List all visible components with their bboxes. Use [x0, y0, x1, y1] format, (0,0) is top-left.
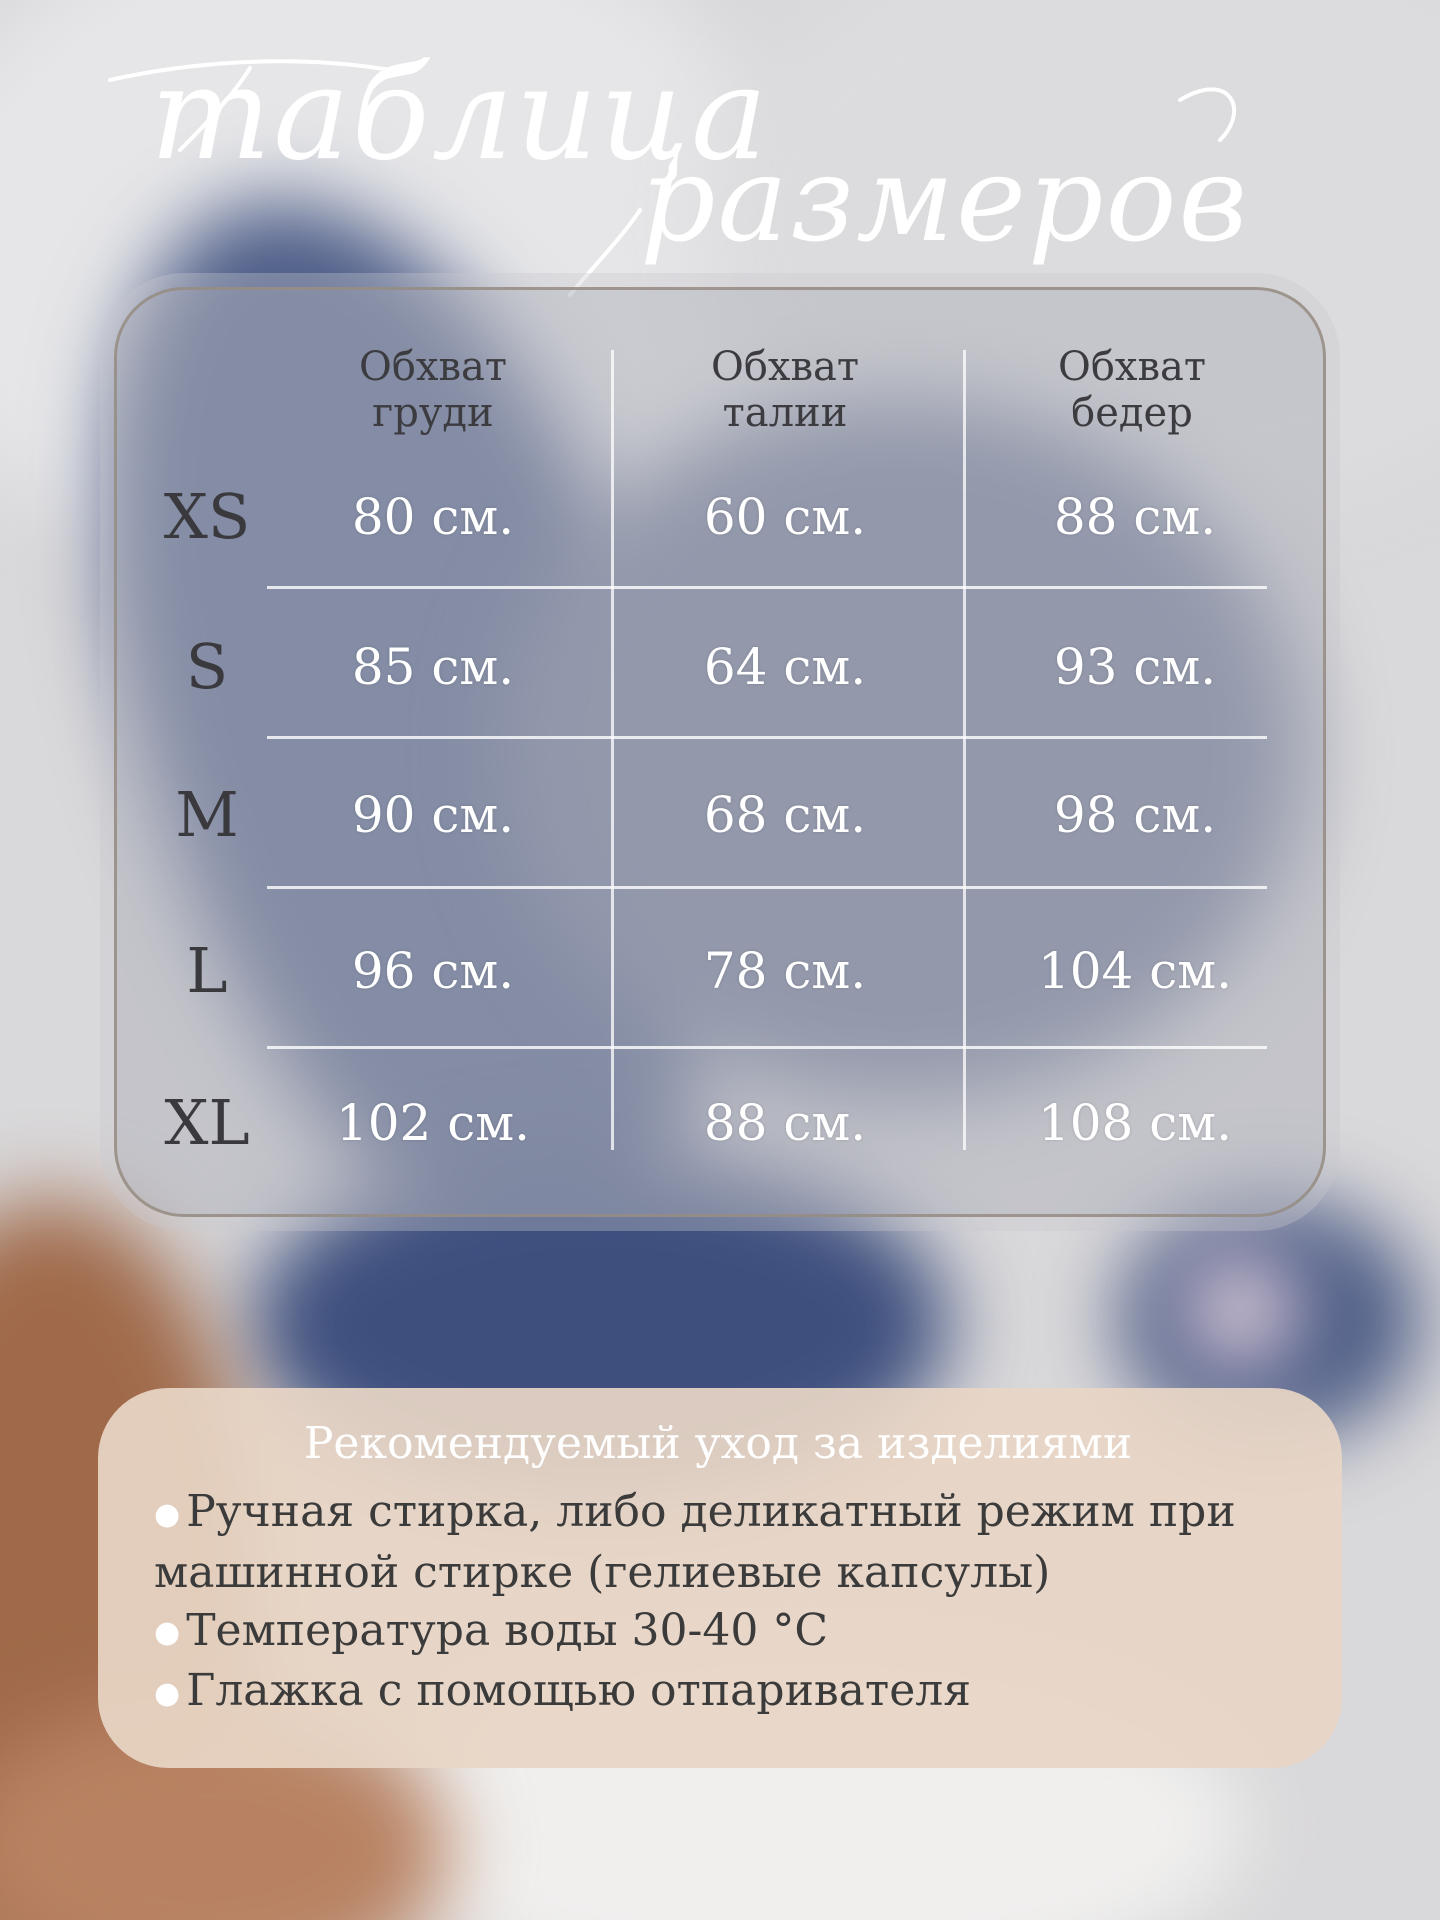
table-cell: 85 см. — [351, 638, 515, 696]
table-cell: 88 см. — [1053, 488, 1217, 546]
table-cell: 78 см. — [703, 942, 867, 1000]
size-label: XL — [164, 1086, 250, 1159]
title-line-2: размеров — [640, 130, 1250, 268]
header-chest: Обхват груди — [359, 344, 507, 436]
size-table — [114, 287, 1326, 1217]
table-cell: 60 см. — [703, 488, 867, 546]
column-divider — [611, 350, 614, 1150]
table-cell: 104 см. — [1037, 942, 1233, 1000]
table-cell: 68 см. — [703, 786, 867, 844]
table-cell: 93 см. — [1053, 638, 1217, 696]
care-title: Рекомендуемый уход за изделиями — [303, 1418, 1133, 1469]
bullet-icon: ● — [154, 1615, 181, 1650]
row-divider — [267, 1046, 1267, 1049]
care-item: ● Глажка с помощью отпаривателя — [154, 1665, 971, 1716]
header-waist: Обхват талии — [711, 344, 859, 436]
table-cell: 80 см. — [351, 488, 515, 546]
care-item: ● Температура воды 30-40 °С — [154, 1604, 829, 1656]
bullet-icon: ● — [154, 1496, 181, 1532]
header-hips: Обхват бедер — [1058, 344, 1206, 436]
size-label: M — [175, 778, 239, 851]
row-divider — [267, 886, 1267, 889]
size-label: S — [185, 630, 229, 703]
row-divider — [267, 586, 1267, 589]
column-divider — [963, 350, 966, 1150]
care-item: ● Ручная стирка, либо деликатный режим при машинной стирке (гелиевые капсулы) — [154, 1486, 1236, 1598]
row-divider — [267, 736, 1267, 739]
title-line-1: таблица — [150, 40, 770, 189]
table-cell: 90 см. — [351, 786, 515, 844]
table-cell: 64 см. — [703, 638, 867, 696]
table-cell: 98 см. — [1053, 786, 1217, 844]
care-instructions — [98, 1388, 1342, 1768]
table-cell: 108 см. — [1037, 1094, 1233, 1152]
size-label: XS — [163, 480, 251, 553]
table-cell: 88 см. — [703, 1094, 867, 1152]
table-cell: 96 см. — [351, 942, 515, 1000]
page-title — [0, 0, 1440, 300]
bullet-icon: ● — [154, 1675, 181, 1711]
size-label: L — [186, 934, 228, 1007]
table-cell: 102 см. — [335, 1094, 531, 1152]
